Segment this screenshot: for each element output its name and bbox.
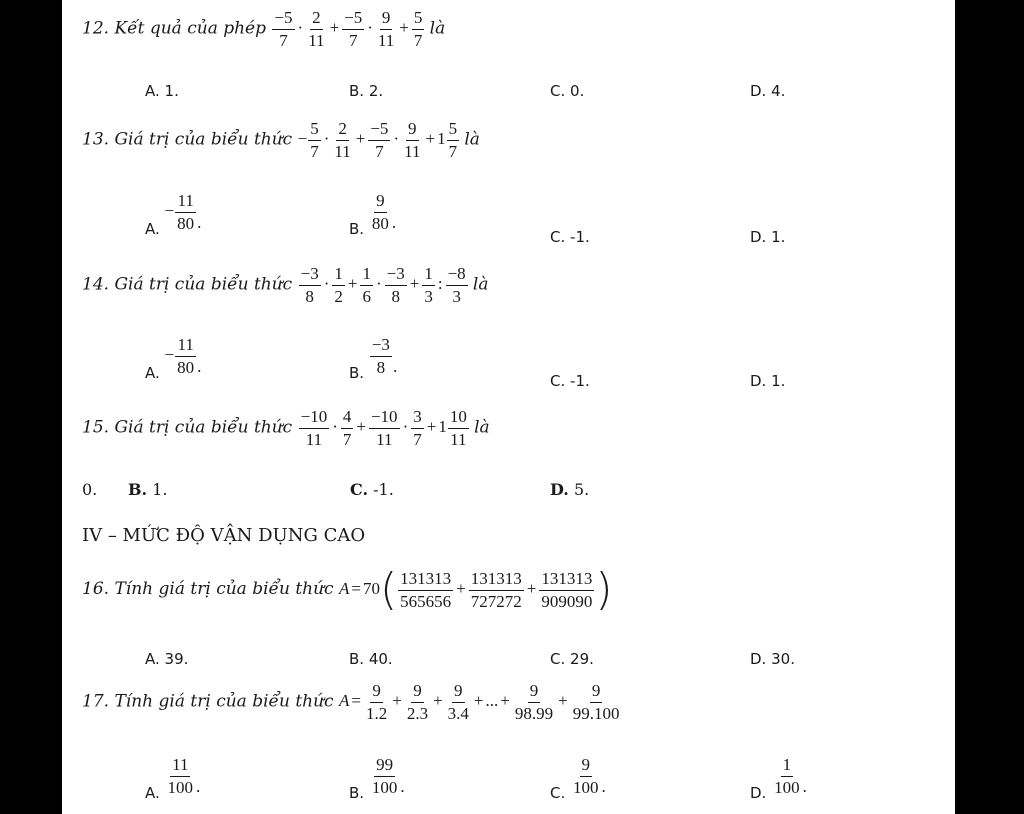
option-d: D. $\frac{1}{100}$ . (750, 755, 807, 803)
option-b: B. 40. (349, 650, 393, 668)
question-text: Giá trị của biểu thức (114, 129, 293, 150)
question-text: Giá trị của biểu thức (114, 274, 293, 295)
option-b: B. 2. (349, 82, 384, 100)
worksheet-page (62, 0, 955, 814)
question-tail: là (464, 129, 480, 150)
option-a: A. − $\frac{11}{80}$ . (145, 335, 202, 383)
option-d: D. 30. (750, 650, 795, 668)
question-17 (82, 682, 622, 723)
option-d: D. 5. (550, 480, 590, 499)
question-number: 12. (82, 18, 110, 39)
option-a: A. $\frac{11}{100}$ . (145, 755, 201, 803)
option-a: A. 39. (145, 650, 189, 668)
option-a: A. − $\frac{11}{80}$ . (145, 191, 202, 239)
option-a: A. 1. (145, 82, 179, 100)
option-c: C. $\frac{9}{100}$ . (550, 755, 606, 803)
question-text: Kết quả của phép (114, 18, 267, 39)
math-expression: $\frac{-5}{7}$ · $\frac{2}{11}$ + $\frac{-5}{7}$ · $\frac{9}{11}$ + $\frac{5}{7}$ (274, 8, 423, 50)
question-tail: là (474, 417, 490, 438)
question-12 (82, 9, 445, 50)
option-d: D. 1. (750, 228, 786, 246)
math-expression: − $\frac{5}{7}$ · $\frac{2}{11}$ + $\frac{-5}{7}$ · $\frac{9}{11}$ + 1 $\frac{5}{7}$ (297, 119, 458, 161)
option-b: B. $\frac{9}{80}$ . (349, 191, 397, 239)
question-number: 14. (82, 274, 110, 295)
question-number: 13. (82, 129, 110, 150)
question-tail: là (472, 274, 489, 295)
question-14 (82, 265, 488, 306)
option-c: C. 0. (550, 82, 585, 100)
question-16 (82, 564, 613, 615)
option-c: C. -1. (350, 480, 394, 499)
math-expression: $\frac{-10}{11}$ · $\frac{4}{7}$ + $\frac{-10}{11}$ · $\frac{3}{7}$ + 1 $\frac{10}{11}$ (300, 407, 467, 449)
option-c: C. -1. (550, 372, 590, 390)
option-b: B. $\frac{99}{100}$ . (349, 755, 405, 803)
option-c: C. 29. (550, 650, 594, 668)
option-b: B. $\frac{-3}{8}$ . (349, 335, 398, 383)
option-d: D. 4. (750, 82, 786, 100)
question-13 (82, 120, 480, 161)
question-15 (82, 408, 490, 449)
option-b: B. 1. (128, 480, 168, 499)
math-expression: A = $\frac{9}{1.2}$ + $\frac{9}{2.3}$ + $\frac{9}{3.4}$ + ... + $\frac{9}{98.99}$ + $\frac{9}{99.100}$ (338, 681, 620, 723)
question-tail: là (429, 18, 446, 39)
question-number: 16. (82, 578, 110, 599)
option-a: 0. (82, 480, 98, 499)
section-heading: IV – MỨC ĐỘ VẬN DỤNG CAO (82, 525, 366, 546)
option-d: D. 1. (750, 372, 786, 390)
math-expression: $\frac{-3}{8}$ · $\frac{1}{2}$ + $\frac{1}{6}$ · $\frac{-3}{8}$ + $\frac{1}{3}$ : $\frac{-8}{3}$ (300, 264, 466, 306)
question-text: Tính giá trị của biểu thức (114, 691, 334, 712)
question-text: Giá trị của biểu thức (114, 417, 293, 438)
math-expression: A = 70( $\frac{131313}{565656}$ + $\frac{131313}{727272}$ + $\frac{131313}{909090}$ ) (338, 564, 613, 615)
question-number: 15. (82, 417, 110, 438)
question-text: Tính giá trị của biểu thức (114, 578, 334, 599)
option-c: C. -1. (550, 228, 590, 246)
question-number: 17. (82, 691, 110, 712)
